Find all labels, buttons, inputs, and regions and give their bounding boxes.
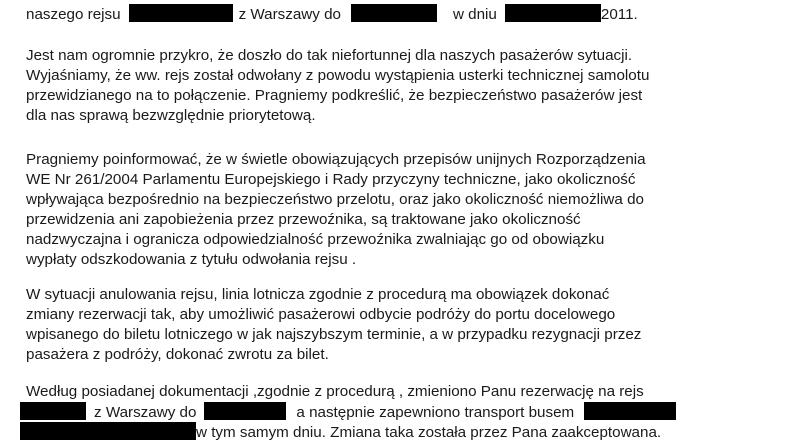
- line: Wyjaśniamy, że ww. rejs został odwołany z powodu wystąpienia usterki technicznej samolotu: [26, 67, 650, 84]
- line: Pragniemy poinformować, że w świetle obowiązujących przepisów unijnych Rozporządzenia: [26, 151, 646, 168]
- line: [20, 402, 676, 422]
- line: wpisanego do biletu lotniczego w jak najszybszym terminie, a w przypadku rezygnacji przez: [26, 326, 642, 343]
- redaction-block: [20, 422, 196, 440]
- text-segment: naszego rejsu: [26, 6, 121, 23]
- redaction-block: [584, 402, 676, 420]
- line: W sytuacji anulowania rejsu, linia lotnicza zgodnie z procedurą ma obowiązek dokonać: [26, 286, 610, 303]
- line: zmiany rezerwacji tak, aby umożliwić pasażerowi odbycie podróży do portu docelowego: [26, 306, 616, 323]
- line: pasażera z podróży, dokonać zwrotu za bilet.: [26, 346, 329, 363]
- line: Jest nam ogromnie przykro, że doszło do tak niefortunnej dla naszych pasażerów sytuacji.: [26, 47, 633, 64]
- line: [20, 422, 661, 442]
- line: wpływająca bezpośrednio na bezpieczeństwo przelotu, oraz jako okoliczność niemożliwa do: [26, 191, 644, 208]
- text-segment: w tym samym dniu. Zmiana taka została przez Pana zaakceptowana.: [196, 424, 662, 441]
- line: dla nas sprawą bezwzględnie priorytetową.: [26, 107, 316, 124]
- text-segment: a następnie zapewniono transport busem: [296, 404, 575, 421]
- text-segment: 2011.: [600, 6, 638, 23]
- line: przewidzianego na to połączenie. Pragniemy podkreślić, że bezpieczeństwo pasażerów jest: [26, 87, 643, 104]
- line: przewidzenia ani zapobieżenia przez przewoźnika, są traktowane jako okoliczność: [26, 211, 581, 228]
- redaction-block: [351, 4, 437, 22]
- line: nadzwyczajna i ogranicza odpowiedzialność przewoźnika zwalniając go od obowiązku: [26, 231, 605, 248]
- line: WE Nr 261/2004 Parlamentu Europejskiego i Rady przyczyny techniczne, jako okoliczność: [26, 171, 636, 188]
- line: wypłaty odszkodowania z tytułu odwołania rejsu .: [26, 251, 357, 268]
- text-segment: z Warszawy do: [94, 404, 197, 421]
- line: [26, 4, 638, 24]
- line: Według posiadanej dokumentacji ,zgodnie z procedurą , zmieniono Panu rezerwację na rejs: [26, 383, 644, 400]
- text-segment: w dniu: [452, 6, 497, 23]
- redaction-block: [505, 4, 601, 22]
- redaction-block: [20, 402, 86, 420]
- redaction-block: [204, 402, 286, 420]
- redaction-block: [129, 4, 233, 22]
- text-segment: z Warszawy do: [238, 6, 341, 23]
